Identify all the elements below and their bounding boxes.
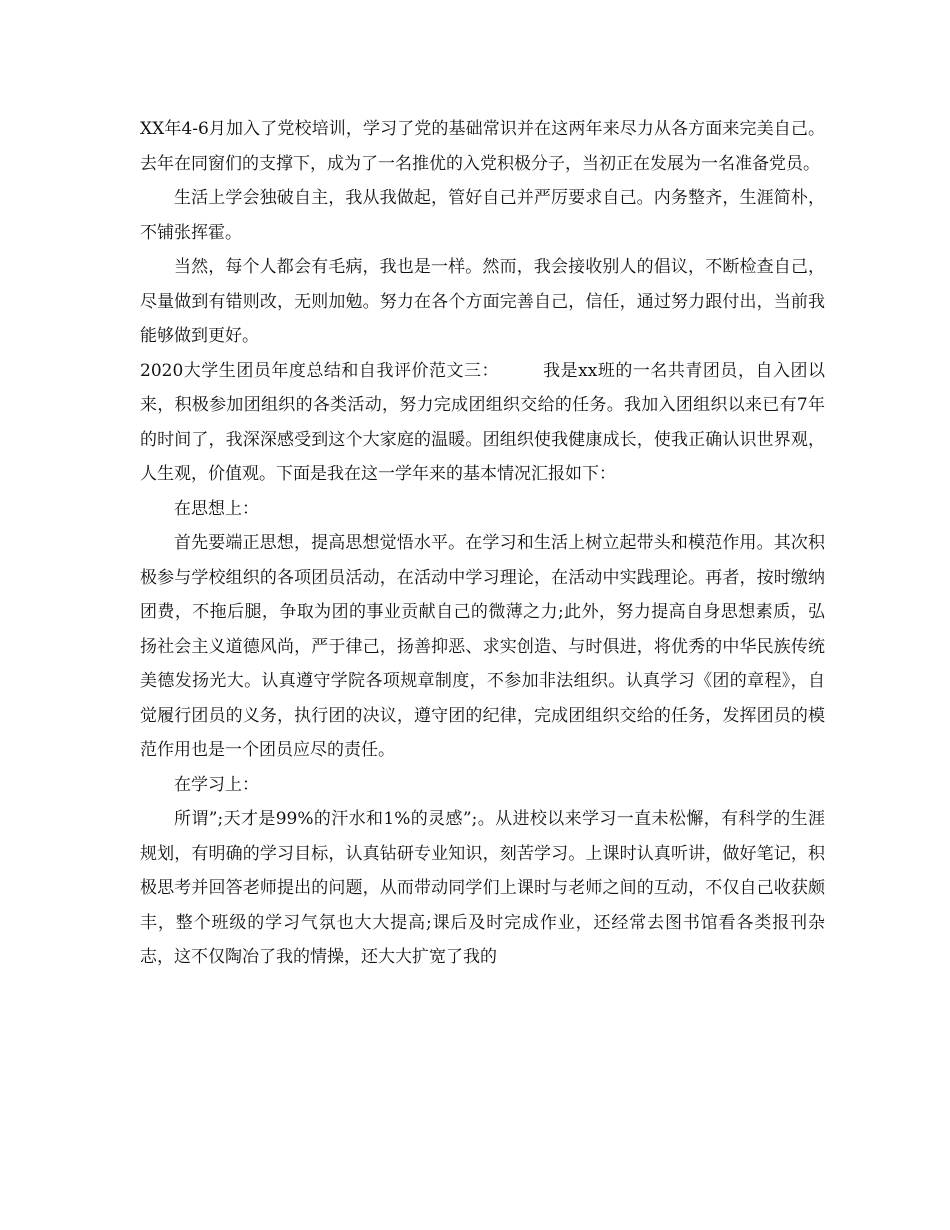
paragraph-life-independence: 生活上学会独破自主，我从我做起，管好自己并严厉要求自己。内务整齐，生涯简朴，不铺张挥霍。 xyxy=(140,188,825,243)
document-page xyxy=(140,112,825,975)
paragraph-shortcomings: 当然，每个人都会有毛病，我也是一样。然而，我会接收别人的倡议，不断检查自己，尽量做到有错则改，无则加勉。努力在各个方面完善自己，信任，通过努力跟付出，当前我能够做到更好。 xyxy=(140,257,825,346)
section-heading-study: 在学习上： xyxy=(174,774,259,795)
paragraph-thought: 首先要端正思想，提高思想觉悟水平。在学习和生活上树立起带头和模范作用。其次积极参与学校组织的各项团员活动，在活动中学习理论，在活动中实践理论。再者，按时缴纳团费，不拖后腿，争取为团的事业贡献自己的微薄之力;此外，努力提高自身思想素质，弘扬社会主义道德风尚，严于律己，扬善抑恶、求实创造、与时俱进，将优秀的中华民族传统美德发扬光大。认真遵守学院各项规章制度，不参加非法组织。认真学习《团的章程》，自觉履行团员的义务，执行团的决议，遵守团的纪律，完成团组织交给的任务，发挥团员的模范作用也是一个团员应尽的责任。 xyxy=(140,533,825,760)
paragraph-party-school: XX年4-6月加入了党校培训，学习了党的基础常识并在这两年来尽力从各方面来完美自己。去年在同窗们的支撑下，成为了一名推优的入党积极分子，当初正在发展为一名准备党员。 xyxy=(140,119,825,174)
paragraph-study: 所谓”;天才是99%的汗水和1%的灵感”;。从进校以来学习一直未松懈，有科学的生涯规划，有明确的学习目标，认真钻研专业知识，刻苦学习。上课时认真听讲，做好笔记，积极思考并回答老师提出的问题，从而带动同学们上课时与老师之间的互动，不仅自己收获颇丰，整个班级的学习气氛也大大提高;课后及时完成作业，还经常去图书馆看各类报刊杂志，这不仅陶冶了我的情操，还大大扩宽了我的 xyxy=(140,809,825,967)
section-heading-thought: 在思想上： xyxy=(174,498,259,519)
paragraph-sample-three-intro: 2020大学生团员年度总结和自我评价范文三： 我是xx班的一名共青团员，自入团以来，积极参加团组织的各类活动，努力完成团组织交给的任务。我加入团组织以来已有7年的时间了，我深深感受到这个大家庭的温暖。团组织使我健康成长，使我正确认识世界观，人生观，价值观。下面是我在这一学年来的基本情况汇报如下： xyxy=(140,360,825,484)
